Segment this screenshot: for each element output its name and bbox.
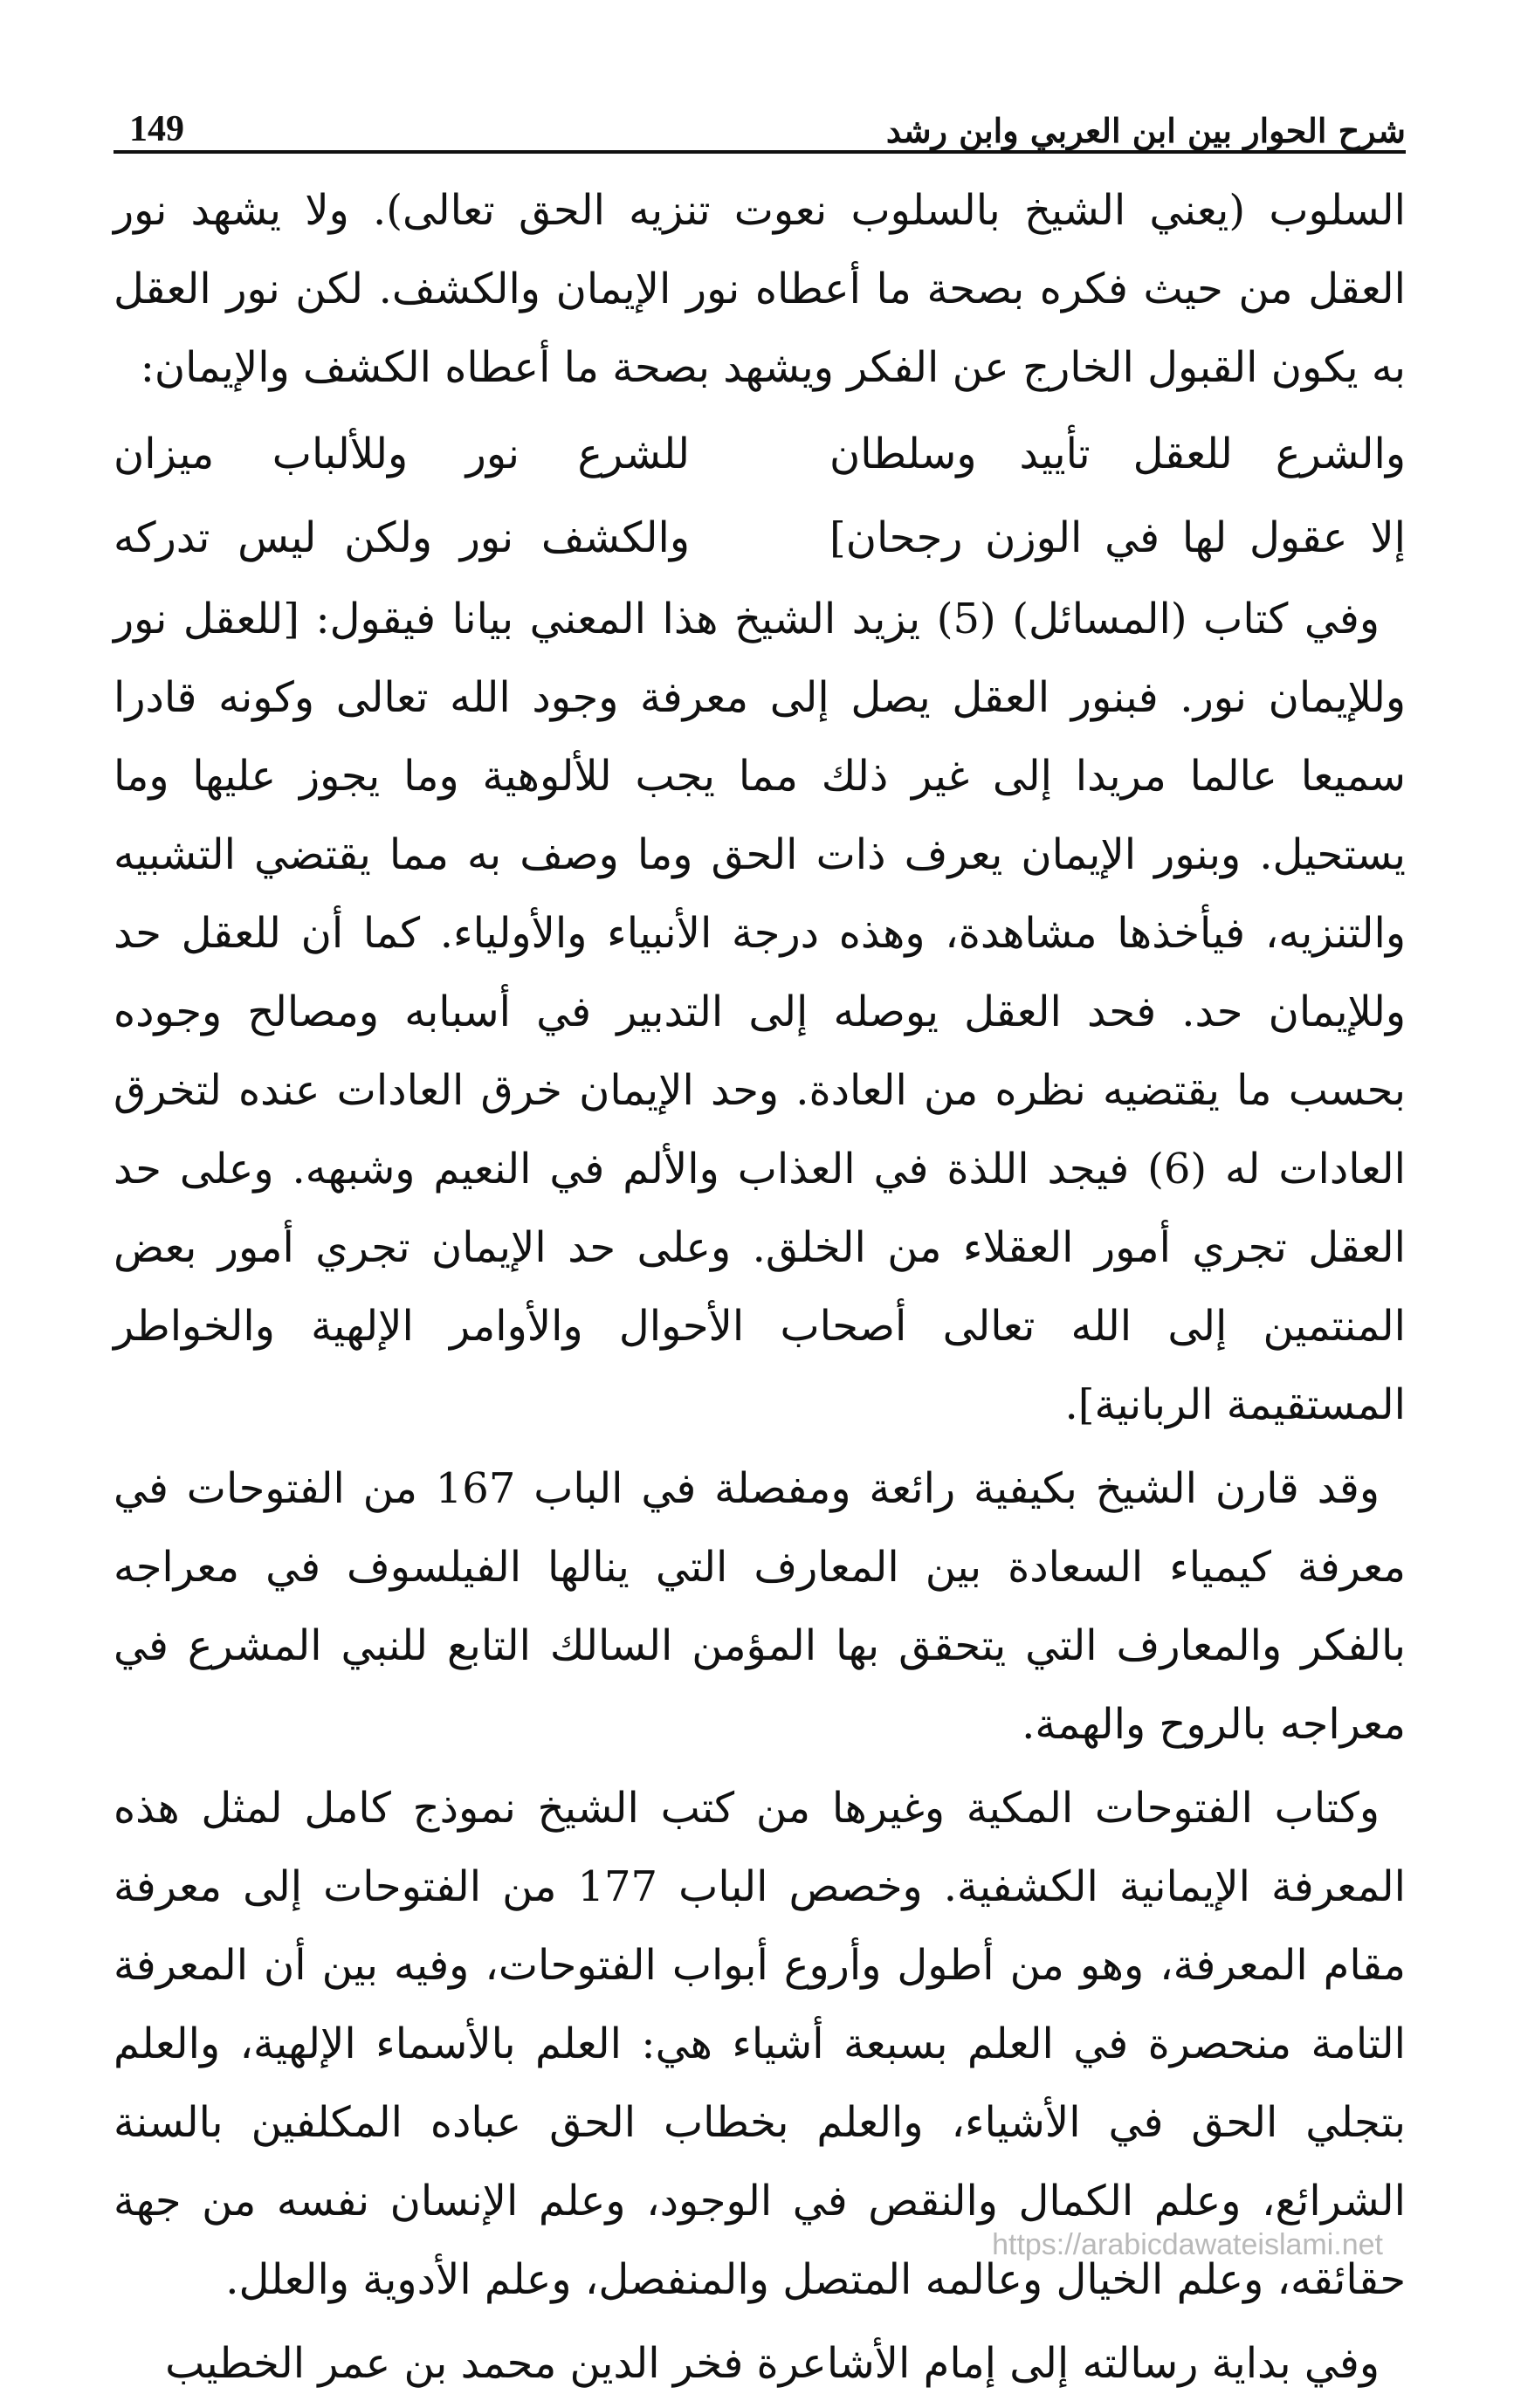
header-title: شرح الحوار بين ابن العربي وابن رشد <box>885 111 1406 150</box>
verse-2-first-hemistich: والكشف نور ولكن ليس تدركه <box>114 513 690 562</box>
paragraph-1: السلوب (يعني الشيخ بالسلوب نعوت تنزيه الحق تعالى). ولا يشهد نور العقل من حيث فكره بصحة ما أعطاه نور الإيمان والكشف. لكن نور العقل به يكون القبول الخارج عن الفكر ويشهد بصحة ما أعطاه الكشف والإيمان: <box>114 186 1406 392</box>
header-rule <box>114 150 1406 154</box>
verse-1-second-hemistich: والشرع للعقل تأييد وسلطان <box>829 430 1406 478</box>
poem <box>114 412 1406 580</box>
watermark-url: https://arabicdawateislami.net <box>992 2228 1383 2261</box>
page-number: 149 <box>129 109 184 149</box>
paragraph-4: وكتاب الفتوحات المكية وغيرها من كتب الشيخ نموذج كامل لمثل هذه المعرفة الإيمانية الكشفية. وخصص الباب 177 من الفتوحات إلى معرفة مقام المعرفة، وهو من أطول وأروع أبواب الفتوحات، وفيه بين أن المعرفة التامة منحصرة في العلم بسبعة أشياء هي: العلم بالأسماء الإلهية، والعلم بتجلي الحق في الأشياء، والعلم بخطاب الحق عباده المكلفين بالسنة الشرائع، وعلم الكمال والنقص في الوجود، وعلم الإنسان نفسه من جهة حقائقه، وعلم الخيال وعالمه المتصل والمنفصل، وعلم الأدوية والعلل. <box>114 1784 1407 2304</box>
verse-1-first-hemistich: للشرع نور وللألباب ميزان <box>114 430 690 478</box>
verse-2 <box>114 496 1406 580</box>
verse-2-second-hemistich: إلا عقول لها في الوزن رجحان] <box>829 513 1406 562</box>
paragraph-5: وفي بداية رسالته إلى إمام الأشاعرة فخر الدين محمد بن عمر الخطيب <box>165 2339 1380 2388</box>
running-header <box>114 80 1406 150</box>
paragraph-3: وقد قارن الشيخ بكيفية رائعة ومفصلة في الباب 167 من الفتوحات في معرفة كيمياء السعادة بين المعارف التي ينالها الفيلسوف في معراجه بالفكر والمعارف التي يتحقق بها المؤمن السالك التابع للنبي المشرع في معراجه بالروح والهمة. <box>114 1464 1406 1749</box>
body-text <box>114 171 1406 2408</box>
verse-1 <box>114 412 1406 496</box>
paragraph-2: وفي كتاب (المسائل) (5) يزيد الشيخ هذا المعني بيانا فيقول: [للعقل نور وللإيمان نور. فبنور العقل يصل إلى معرفة وجود الله تعالى وكونه قادرا سميعا عالما مريدا إلى غير ذلك مما يجب للألوهية وما يجوز عليها وما يستحيل. وبنور الإيمان يعرف ذات الحق وما وصف به مما يقتضي التشبيه والتنزيه، فيأخذها مشاهدة، وهذه درجة الأنبياء والأولياء. كما أن للعقل حد وللإيمان حد. فحد العقل يوصله إلى التدبير في أسبابه ومصالح وجوده بحسب ما يقتضيه نظره من العادة. وحد الإيمان خرق العادات عنده لتخرق العادات له (6) فيجد اللذة في العذاب والألم في النعيم وشبهه. وعلى حد العقل تجري أمور العقلاء من الخلق. وعلى حد الإيمان تجري أمور بعض المنتمين إلى الله تعالى أصحاب الأحوال والأوامر الإلهية والخواطر المستقيمة الربانية]. <box>114 595 1407 1429</box>
